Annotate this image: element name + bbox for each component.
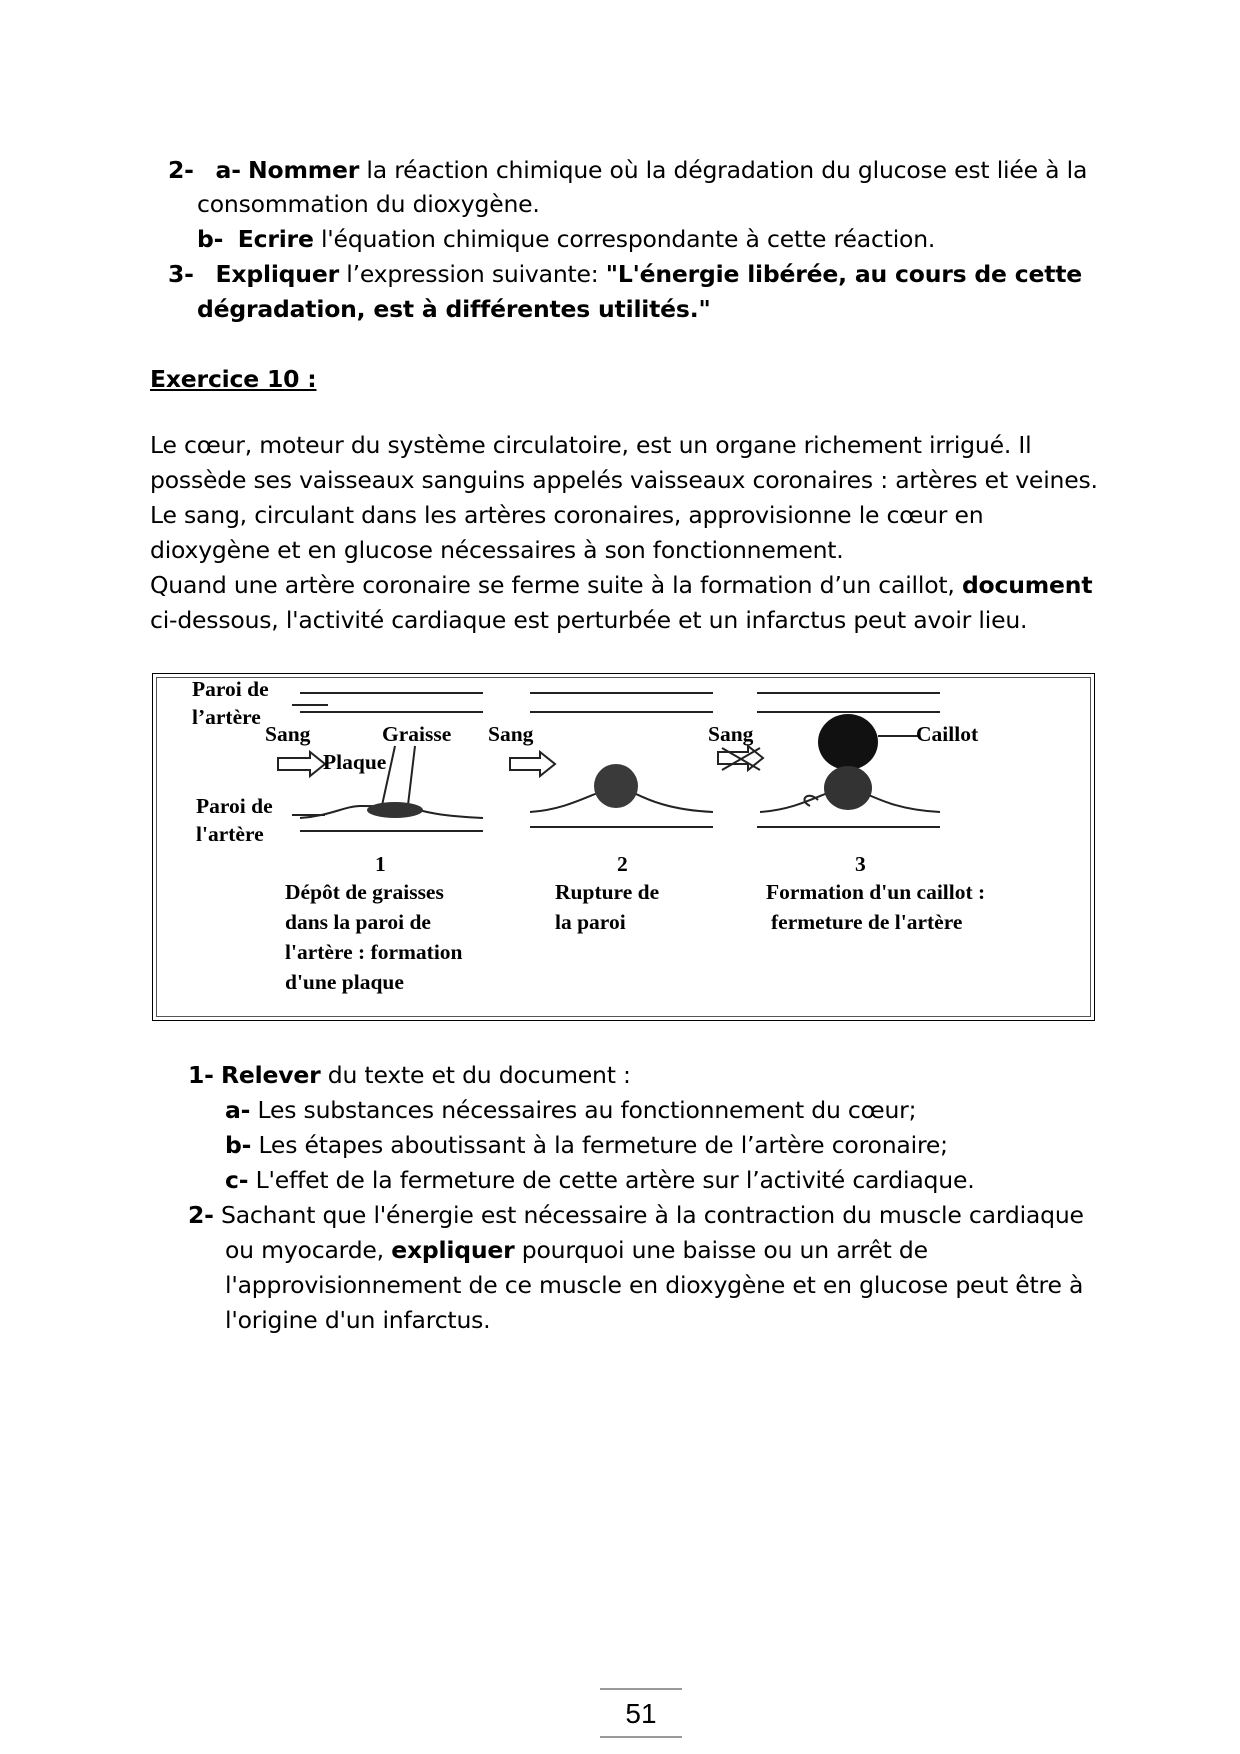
- q2a-verb: Nommer: [248, 156, 360, 184]
- blood-clot: [818, 714, 878, 770]
- footer-rule-bottom: [600, 1736, 682, 1738]
- q3-number: 3-: [168, 260, 194, 288]
- step-3-caption-1: Formation d'un caillot :: [766, 880, 986, 904]
- question-1b-text: Les étapes aboutissant à la fermeture de l’artère coronaire;: [251, 1131, 948, 1159]
- question-2-line-1: Sachant que l'énergie est nécessaire à la contraction du muscle cardiaque: [213, 1201, 1084, 1229]
- label-sang-3: Sang: [708, 722, 754, 746]
- step-3-number: 3: [855, 852, 866, 876]
- q2a-label: a-: [215, 156, 241, 184]
- q2-number: 2-: [168, 156, 194, 184]
- question-2-verb: expliquer: [391, 1236, 515, 1264]
- label-plaque: Plaque: [323, 750, 387, 774]
- footer-rule-top: [600, 1688, 682, 1690]
- step-3-caption-2: fermeture de l'artère: [771, 910, 963, 934]
- question-1c: [225, 1166, 974, 1194]
- document-word: document: [961, 571, 1093, 599]
- question-2-number: 2-: [188, 1201, 214, 1229]
- label-paroi-bottom-2: l'artère: [196, 822, 264, 846]
- q3-quote-1: "L'énergie libérée, au cours de cette: [605, 260, 1082, 288]
- step-1-caption-2: dans la paroi de: [285, 910, 431, 934]
- label-caillot: Caillot: [916, 722, 979, 746]
- para-line-6: ci-dessous, l'activité cardiaque est perturbée et un infarctus peut avoir lieu.: [150, 606, 1028, 634]
- step-2-number: 2: [617, 852, 628, 876]
- graisse-pointer-2: [408, 746, 415, 805]
- question-1a-text: Les substances nécessaires au fonctionnement du cœur;: [250, 1096, 917, 1124]
- step-1-caption-4: d'une plaque: [285, 970, 404, 994]
- question-1c-label: c-: [225, 1166, 249, 1194]
- q3-text: l’expression suivante:: [338, 260, 606, 288]
- question-2-line-2: [225, 1236, 928, 1264]
- exercise-title: Exercice 10 :: [150, 365, 317, 393]
- para-line-1: Le cœur, moteur du système circulatoire, est un organe richement irrigué. Il: [150, 431, 1032, 459]
- question-1b: [225, 1131, 948, 1159]
- question-1c-text: L'effet de la fermeture de cette artère sur l’activité cardiaque.: [248, 1166, 975, 1194]
- para-line-2: possède ses vaisseaux sanguins appelés vaisseaux coronaires : artères et veines.: [150, 466, 1098, 494]
- para-line-5-text: Quand une artère coronaire se ferme suite à la formation d’un caillot,: [150, 571, 962, 599]
- question-1b-label: b-: [225, 1131, 252, 1159]
- plaque-deposit: [367, 802, 423, 818]
- question-1a: [225, 1096, 916, 1124]
- blood-flow-arrow-2: [510, 752, 555, 776]
- ruptured-plaque: [594, 764, 638, 808]
- question-1-number: 1-: [188, 1061, 214, 1089]
- step-2-caption-1: Rupture de: [555, 880, 660, 904]
- question-2-line-4: l'origine d'un infarctus.: [225, 1306, 491, 1334]
- step-1-caption-3: l'artère : formation: [285, 940, 463, 964]
- q2b-text: l'équation chimique correspondante à cette réaction.: [313, 225, 936, 253]
- q2a-text: la réaction chimique où la dégradation du glucose est liée à la: [359, 156, 1088, 184]
- label-paroi-top-1: Paroi de: [192, 677, 269, 701]
- label-sang-2: Sang: [488, 722, 534, 746]
- label-paroi-bottom-1: Paroi de: [196, 794, 273, 818]
- q3-verb: Expliquer: [215, 260, 339, 288]
- question-1: [188, 1061, 631, 1089]
- blood-flow-arrow-1: [278, 752, 325, 776]
- question-1a-label: a-: [225, 1096, 251, 1124]
- q2b-verb: Ecrire: [237, 225, 314, 253]
- label-paroi-top-2: l’artère: [192, 705, 261, 729]
- q2a-text-cont: consommation du dioxygène.: [197, 190, 540, 218]
- para-line-4: dioxygène et en glucose nécessaires à son fonctionnement.: [150, 536, 844, 564]
- page-number: 51: [625, 1698, 657, 1729]
- question-2-line-3: l'approvisionnement de ce muscle en dioxygène et en glucose peut être à: [225, 1271, 1084, 1299]
- question-1-text: du texte et du document :: [320, 1061, 631, 1089]
- step-1-caption-1: Dépôt de graisses: [285, 880, 444, 904]
- question-2-line-2a: ou myocarde,: [225, 1236, 392, 1264]
- q2b-label: b-: [197, 225, 224, 253]
- label-sang-1: Sang: [265, 722, 311, 746]
- stage3-plaque: [824, 766, 872, 810]
- label-graisse: Graisse: [382, 722, 452, 746]
- question-2: [188, 1201, 1084, 1229]
- step-1-number: 1: [375, 852, 386, 876]
- q3-quote-2: dégradation, est à différentes utilités.": [197, 295, 711, 323]
- para-line-3: Le sang, circulant dans les artères coronaires, approvisionne le cœur en: [150, 501, 984, 529]
- step-2-caption-2: la paroi: [555, 910, 626, 934]
- question-1-verb: Relever: [221, 1061, 321, 1089]
- question-2-line-2b: pourquoi une baisse ou un arrêt de: [514, 1236, 928, 1264]
